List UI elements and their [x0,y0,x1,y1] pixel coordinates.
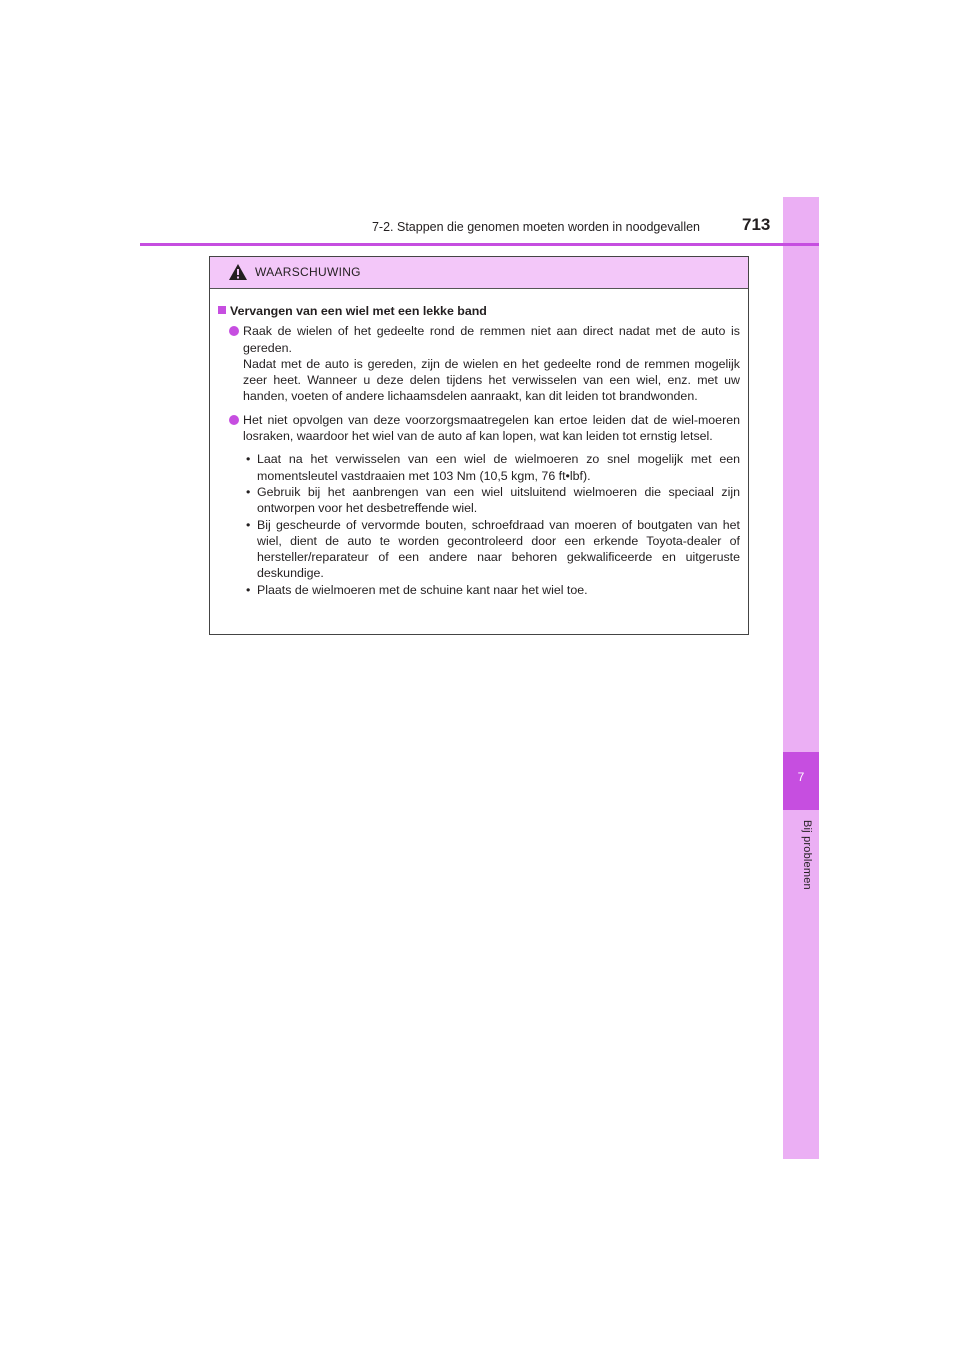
page-number: 713 [742,215,771,234]
bullet-dot-icon: • [246,484,251,499]
section-title: 7-2. Stappen die genomen moeten worden in noodgevallen [371,220,700,234]
bullet-dot-icon: • [246,517,251,532]
warning-header [210,257,748,289]
chapter-side-tab [783,197,819,1159]
bullet-dot-icon: • [246,452,251,467]
warning-sub-list [218,451,740,598]
list-item: • Bij gescheurde of vervormde bouten, schroefdraad van moeren of boutgaten van het wiel, dient de auto te worden gecontroleerd door een erkende Toyota-dealer of hersteller/reparateur of een andere naar behoren gekwalificeerde en uitgeruste deskundige. [246,517,740,581]
round-bullet-icon [229,326,239,336]
list-item: • Plaats de wielmoeren met de schuine kant naar het wiel toe. [246,582,588,597]
warning-item-text: Het niet opvolgen van deze voorzorgsmaatregelen kan ertoe leiden dat de wiel-moeren losraken, waardoor het wiel van de auto af kan lopen, wat kan leiden tot ernstig letsel. [243,412,740,444]
warning-heading-text: Vervangen van een wiel met een lekke band [230,304,487,318]
warning-heading [218,303,740,319]
chapter-title: Bij problemen [801,820,813,890]
warning-box [209,256,749,635]
list-item: • Gebruik bij het aanbrengen van een wiel uitsluitend wielmoeren die speciaal zijn ontworpen voor het desbetreffende wiel. [246,484,740,516]
warning-item-text: Nadat met de auto is gereden, zijn de wielen en het gedeelte rond de remmen mogelijk zeer heet. Wanneer u deze delen tijdens het verwisselen van een wiel, enz. met uw handen, voeten of andere lichaamsdelen aanraakt, kan dit leiden tot brandwonden. [243,356,740,404]
header-rule [140,243,819,246]
bullet-dot-icon: • [246,582,251,597]
chapter-number: 7 [797,770,805,784]
warning-item-text: Raak de wielen of het gedeelte rond de remmen niet aan direct nadat met de auto is gereden. [243,324,740,355]
square-bullet-icon [218,306,226,314]
warning-triangle-icon [228,263,248,281]
round-bullet-icon [229,415,239,425]
warning-body [210,289,748,598]
list-item: • Laat na het verwisselen van een wiel de wielmoeren zo snel mogelijk met een momentsleutel vastdraaien met 103 Nm (10,5 kgm, 76 ft•lbf). [246,452,740,483]
warning-item [218,412,740,445]
chapter-number-box [783,752,819,810]
warning-title: WAARSCHUWING [255,265,361,279]
warning-item [218,323,740,404]
